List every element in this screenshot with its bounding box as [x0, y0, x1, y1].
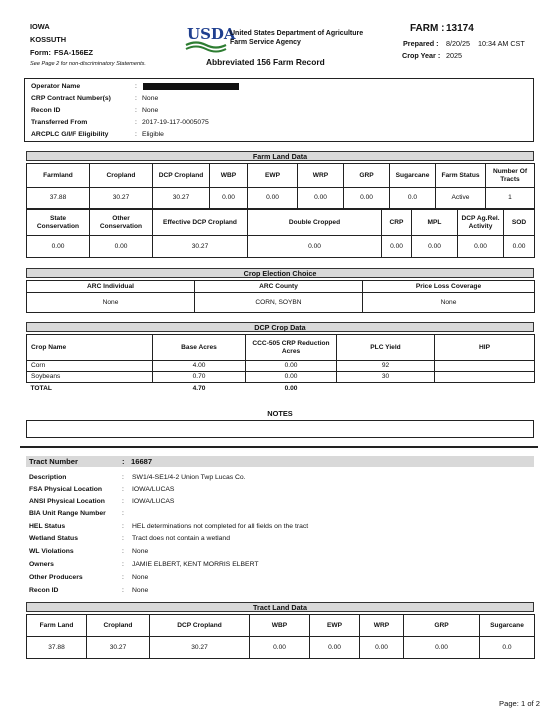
crop-year: 2025 — [446, 51, 462, 60]
header-dcp-ag-rel-activity: DCP Ag.Rel. Activity — [458, 210, 504, 236]
farm-land-header-row — [27, 164, 535, 188]
transferred-from-row — [31, 118, 521, 129]
header-crop-name: Crop Name — [27, 335, 153, 361]
farm-label: FARM : — [410, 23, 445, 34]
colon: : — [122, 457, 125, 466]
value-mpl: 0.00 — [412, 236, 458, 258]
prepared-date: 8/20/25 — [446, 39, 470, 48]
hip — [435, 361, 535, 372]
ccc-505-acres: 0.00 — [246, 361, 337, 372]
value-double-cropped: 0.00 — [248, 236, 382, 258]
value-sugarcane: 0.0 — [480, 637, 535, 659]
dcp-crop-header-row — [27, 335, 535, 361]
colon: : — [135, 107, 137, 114]
wl-violations-row — [29, 547, 529, 558]
value-grp: 0.00 — [344, 188, 390, 209]
value-crp: 0.00 — [382, 236, 412, 258]
colon: : — [122, 574, 124, 581]
tract-recon-id-row — [29, 586, 529, 597]
crp-contract-value: None — [142, 95, 159, 102]
header-ewp: EWP — [248, 164, 298, 188]
wl-violations-value: None — [132, 548, 149, 555]
colon: : — [135, 119, 137, 126]
section-divider — [20, 446, 538, 448]
operator-row — [31, 82, 521, 93]
wetland-status-label: Wetland Status — [29, 535, 78, 542]
eligibility-value: Eligible — [142, 131, 164, 138]
value-sod: 0.00 — [504, 236, 535, 258]
wl-violations-label: WL Violations — [29, 548, 74, 555]
base-acres: 0.70 — [153, 372, 246, 383]
value-farm-land: 37.88 — [27, 637, 87, 659]
plc-yield: 30 — [337, 372, 435, 383]
tract-land-data-heading: Tract Land Data — [26, 602, 534, 612]
header-farm-status: Farm Status — [436, 164, 486, 188]
crop-year-label: Crop Year : — [402, 51, 441, 60]
colon: : — [122, 561, 124, 568]
value-sugarcane: 0.0 — [390, 188, 436, 209]
crop-name: Corn — [27, 361, 153, 372]
value-wrp: 0.00 — [360, 637, 404, 659]
tract-recon-id-label: Recon ID — [29, 587, 59, 594]
tract-description-value: SW1/4-SE1/4-2 Union Twp Lucas Co. — [132, 474, 246, 481]
farm-number: 13174 — [446, 23, 474, 34]
record-title: Abbreviated 156 Farm Record — [206, 57, 325, 67]
colon: : — [122, 486, 124, 493]
tract-land-table — [26, 614, 535, 659]
tract-recon-id-value: None — [132, 587, 149, 594]
bia-unit-row — [29, 509, 529, 520]
header-arc-county: ARC County — [195, 281, 363, 293]
hel-status-row — [29, 522, 529, 533]
colon: : — [122, 523, 124, 530]
value-number-of-tracts: 1 — [486, 188, 535, 209]
bia-unit-label: BIA Unit Range Number — [29, 510, 106, 517]
tract-description-row — [29, 473, 529, 484]
header-farm-land: Farm Land — [27, 615, 87, 637]
colon: : — [122, 535, 124, 542]
other-producers-value: None — [132, 574, 149, 581]
total-ccc-505: 0.00 — [284, 384, 298, 392]
owners-value: JAMIE ELBERT, KENT MORRIS ELBERT — [132, 561, 259, 568]
crop-name: Soybeans — [27, 372, 153, 383]
eligibility-label: ARCPLC G/I/F Eligibility — [31, 131, 109, 138]
usda-logo-text: USDA — [187, 25, 236, 43]
header-base-acres: Base Acres — [153, 335, 246, 361]
value-wrp: 0.00 — [298, 188, 344, 209]
value-wbp: 0.00 — [250, 637, 310, 659]
ansi-location-value: IOWA/LUCAS — [132, 498, 175, 505]
crop-election-header-row — [27, 281, 535, 293]
eligibility-row — [31, 130, 521, 141]
value-dcp-cropland: 30.27 — [150, 637, 250, 659]
header-wrp: WRP — [298, 164, 344, 188]
header-number-of-tracts: Number Of Tracts — [486, 164, 535, 188]
value-ewp: 0.00 — [248, 188, 298, 209]
header-grp: GRP — [404, 615, 480, 637]
wetland-status-row — [29, 534, 529, 545]
header-dcp-cropland: DCP Cropland — [153, 164, 210, 188]
colon: : — [135, 131, 137, 138]
farm-land-header-row-2 — [27, 210, 535, 236]
table-row — [27, 361, 535, 372]
crop-election-table — [26, 280, 535, 313]
header-wrp: WRP — [360, 615, 404, 637]
plc-yield: 92 — [337, 361, 435, 372]
tract-land-value-row — [27, 637, 535, 659]
recon-id-value: None — [142, 107, 159, 114]
value-farm-status: Active — [436, 188, 486, 209]
farm-land-table-1 — [26, 163, 535, 209]
colon: : — [135, 83, 137, 90]
ansi-location-label: ANSI Physical Location — [29, 498, 105, 505]
header-sugarcane: Sugarcane — [390, 164, 436, 188]
value-cropland: 30.27 — [90, 188, 153, 209]
tract-description-label: Description — [29, 474, 67, 481]
form-number: FSA-156EZ — [54, 48, 94, 57]
ccc-505-acres: 0.00 — [246, 372, 337, 383]
header-sod: SOD — [504, 210, 535, 236]
tract-number-bar — [26, 456, 534, 467]
form-label: Form: — [30, 48, 51, 57]
dcp-crop-heading: DCP Crop Data — [26, 322, 534, 332]
base-acres: 4.00 — [153, 361, 246, 372]
prepared-label: Prepared : — [403, 39, 439, 48]
tract-number-label: Tract Number — [29, 457, 78, 466]
value-effective-dcp-cropland: 30.27 — [153, 236, 248, 258]
operator-name-label: Operator Name — [31, 83, 81, 90]
value-farmland: 37.88 — [27, 188, 90, 209]
header-arc-individual: ARC Individual — [27, 281, 195, 293]
value-other-conservation: 0.00 — [90, 236, 153, 258]
header-hip: HIP — [435, 335, 535, 361]
operator-info — [31, 82, 521, 142]
value-state-conservation: 0.00 — [27, 236, 90, 258]
header-cropland: Cropland — [90, 164, 153, 188]
header-sugarcane: Sugarcane — [480, 615, 535, 637]
header-mpl: MPL — [412, 210, 458, 236]
colon: : — [122, 510, 124, 517]
total-base-acres: 4.70 — [192, 384, 206, 392]
dcp-crop-table — [26, 334, 535, 395]
transferred-from-value: 2017-19-117-0005075 — [142, 119, 209, 126]
header-state-conservation: State Conservation — [27, 210, 90, 236]
tract-number-value: 16687 — [131, 457, 153, 466]
table-row — [27, 372, 535, 383]
other-producers-label: Other Producers — [29, 574, 83, 581]
owners-row — [29, 560, 529, 571]
colon: : — [122, 587, 124, 594]
header-ccc-505: CCC-505 CRP Reduction Acres — [246, 335, 337, 361]
farm-land-data-heading: Farm Land Data — [26, 151, 534, 161]
hel-status-value: HEL determinations not completed for all fields on the tract — [132, 523, 309, 530]
farm-land-value-row-2 — [27, 236, 535, 258]
value-arc-individual: None — [27, 293, 195, 313]
header-price-loss-coverage: Price Loss Coverage — [363, 281, 535, 293]
tract-details — [29, 473, 529, 597]
fsa-location-row — [29, 485, 529, 496]
colon: : — [122, 474, 124, 481]
hip — [435, 372, 535, 383]
farm-land-table-2 — [26, 209, 535, 258]
tract-land-header-row — [27, 615, 535, 637]
value-dcp-cropland: 30.27 — [153, 188, 210, 209]
value-wbp: 0.00 — [210, 188, 248, 209]
hel-status-label: HEL Status — [29, 523, 66, 530]
header-effective-dcp-cropland: Effective DCP Cropland — [153, 210, 248, 236]
crop-election-heading: Crop Election Choice — [26, 268, 534, 278]
total-hip-empty — [435, 383, 535, 395]
farm-land-value-row — [27, 188, 535, 209]
page-number: Page: 1 of 2 — [499, 699, 540, 708]
county-label: KOSSUTH — [30, 35, 67, 44]
non-discrimination-note: See Page 2 for non-discriminatory Statements. — [30, 61, 146, 67]
wetland-status-value: Tract does not contain a wetland — [132, 535, 230, 542]
header-other-conservation: Other Conservation — [90, 210, 153, 236]
agency-line-1: United States Department of Agriculture — [230, 30, 364, 37]
header-wbp: WBP — [210, 164, 248, 188]
prepared-time: 10:34 AM CST — [478, 39, 525, 48]
header-wbp: WBP — [250, 615, 310, 637]
total-label: TOTAL — [30, 384, 52, 392]
state-label: IOWA — [30, 22, 50, 31]
total-row — [27, 383, 535, 395]
usda-logo — [186, 24, 236, 54]
value-dcp-ag-rel-activity: 0.00 — [458, 236, 504, 258]
other-producers-row — [29, 573, 529, 584]
header-dcp-cropland: DCP Cropland — [150, 615, 250, 637]
header-double-cropped: Double Cropped — [248, 210, 382, 236]
crop-election-value-row — [27, 293, 535, 313]
fsa-location-label: FSA Physical Location — [29, 486, 103, 493]
owners-label: Owners — [29, 561, 54, 568]
header-plc-yield: PLC Yield — [337, 335, 435, 361]
agency-line-2: Farm Service Agency — [230, 39, 301, 46]
header-grp: GRP — [344, 164, 390, 188]
header-farmland: Farmland — [27, 164, 90, 188]
crp-contract-row — [31, 94, 521, 105]
notes-heading: NOTES — [267, 409, 293, 418]
recon-id-label: Recon ID — [31, 107, 61, 114]
colon: : — [135, 95, 137, 102]
header-crp: CRP — [382, 210, 412, 236]
value-price-loss-coverage: None — [363, 293, 535, 313]
colon: : — [122, 498, 124, 505]
value-arc-county: CORN, SOYBN — [195, 293, 363, 313]
ansi-location-row — [29, 497, 529, 508]
value-cropland: 30.27 — [87, 637, 150, 659]
transferred-from-label: Transferred From — [31, 119, 88, 126]
redaction-bar — [143, 83, 239, 90]
header-ewp: EWP — [310, 615, 360, 637]
value-grp: 0.00 — [404, 637, 480, 659]
header-cropland: Cropland — [87, 615, 150, 637]
recon-id-row — [31, 106, 521, 117]
crp-contract-label: CRP Contract Number(s) — [31, 95, 111, 102]
value-ewp: 0.00 — [310, 637, 360, 659]
total-plc-empty — [337, 383, 435, 395]
notes-box — [26, 420, 534, 438]
colon: : — [122, 548, 124, 555]
fsa-location-value: IOWA/LUCAS — [132, 486, 175, 493]
